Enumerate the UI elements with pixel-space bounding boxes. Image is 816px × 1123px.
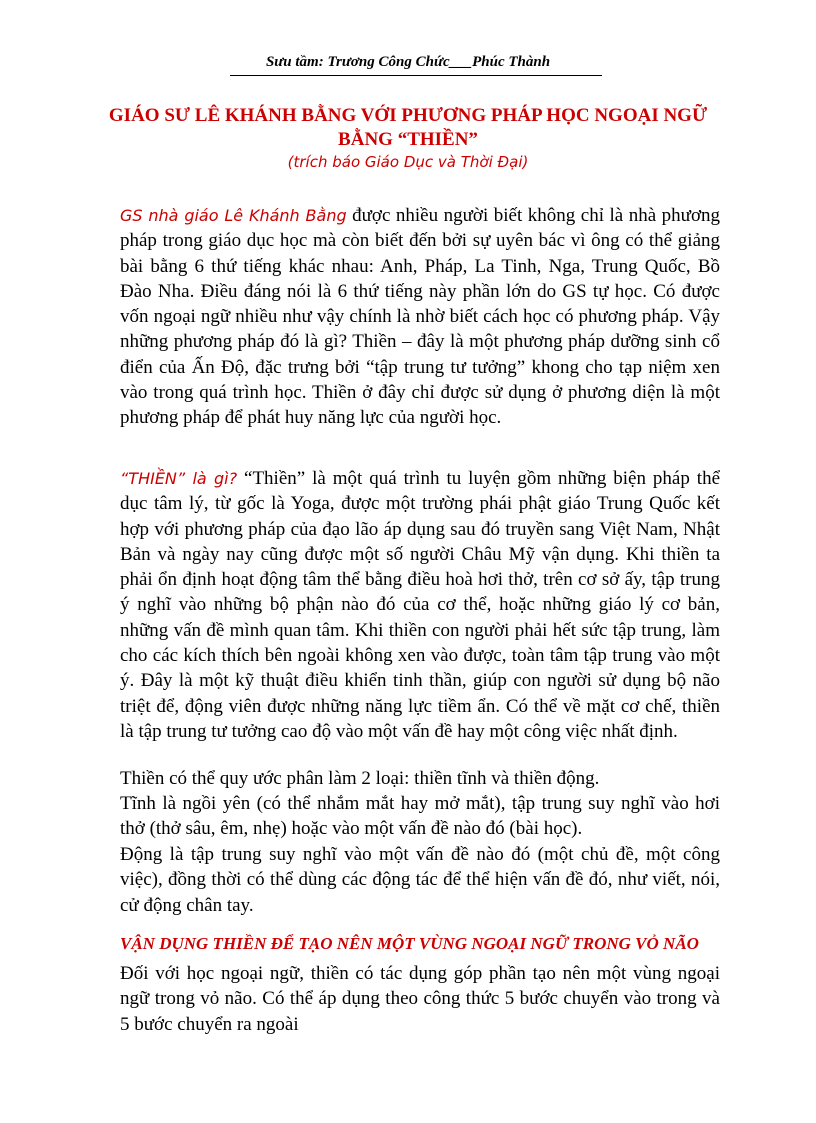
paragraph-two-types [120,766,720,791]
application-text: Đối với học ngoại ngữ, thiền có tác dụng góp phần tạo nên một vùng ngoại ngữ trong vỏ não. Có thể áp dụng theo công thức 5 bước chuyển vào trong và 5 bước chuyển ra ngoài [120,963,720,1035]
two-types-text: Thiền có thể quy ước phân làm 2 loại: thiền tĩnh và thiền động. [120,768,600,789]
section-heading: VẬN DỤNG THIỀN ĐỂ TẠO NÊN MỘT VÙNG NGOẠI NGỮ TRONG VỎ NÃO [120,934,699,953]
paragraph-what-is-thien [120,466,720,744]
article-subtitle: (trích báo Giáo Dục và Thời Đại) [287,153,529,171]
tinh-text: Tĩnh là ngồi yên (có thể nhắm mắt hay mở mắt), tập trung suy nghĩ vào hơi thở (thở sâu, êm, nhẹ) hoặc vào một vấn đề nào đó (bài học). [120,793,720,840]
article-title: GIÁO SƯ LÊ KHÁNH BẰNG VỚI PHƯƠNG PHÁP HỌC NGOẠI NGỮ BẰNG “THIỀN” [108,105,708,150]
intro-lead-phrase: GS nhà giáo Lê Khánh Bằng [120,206,347,225]
dong-text: Động là tập trung suy nghĩ vào một vấn đề nào đó (một chủ đề, một công việc), đồng thời có thể dùng các động tác để thể hiện vấn đề đó, như viết, nói, cử động chân tay. [120,844,720,916]
paragraph-application [120,961,720,1037]
what-is-thien-lead: “THIỀN” là gì? [120,469,238,488]
source-credit: Sưu tầm: Trương Công Chức___Phúc Thành [265,54,551,70]
paragraph-intro [120,203,720,431]
intro-body: được nhiều người biết không chỉ là nhà phương pháp trong giáo dục học mà còn biết đến bởi sự uyên bác vì ông có thể giảng bài bằng 6 thứ tiếng khác nhau: Anh, Pháp, La Tinh, Nga, Trung Quốc, Bồ Đào Nha. Điều đáng nói là 6 thứ tiếng này phần lớn do GS tự học. Có được vốn ngoại ngữ nhiều như vậy chính là nhờ biết cách học có phương pháp. Vậy những phương pháp đó là gì? Thiền – đây là một phương pháp dưỡng sinh cổ điển của Ấn Độ, đặc trưng bởi “tập trung tư tưởng” khong cho tạp niệm xen vào trong quá trình học. Thiền ở đây chỉ được sử dụng ở phương diện là một phương pháp để phát huy năng lực của người học. [120,205,720,429]
header-divider [230,75,602,76]
what-is-thien-body: “Thiền” là một quá trình tu luyện gồm những biện pháp thể dục tâm lý, từ gốc là Yoga, được một trường phái phật giáo Trung Quốc kết hợp với phương pháp của đạo lão áp dụng sau đó truyền sang Việt Nam, Nhật Bản và ngày nay cũng được một số người Châu Mỹ vận dụng. Khi thiền ta phải ổn định hoạt động tâm thể bằng điều hoà hơi thở, trên cơ sở ấy, tập trung ý nghĩ vào những bộ phận nào đó của cơ thể, hoặc những giáo lý cơ bản, những vấn đề mình quan tâm. Khi thiền con người phải hết sức tập trung, làm cho các kích thích bên ngoài không xen vào được, toàn tâm tập trung vào một ý. Đây là một kỹ thuật điều khiển tinh thần, giúp con người sử dụng bộ não triệt để, động viên được những năng lực tiềm ẩn. Có thể về mặt cơ chế, thiền là tập trung tư tưởng cao độ vào một vấn đề hay một công việc nhất định. [120,468,720,742]
paragraph-tinh [120,791,720,842]
paragraph-dong [120,842,720,918]
